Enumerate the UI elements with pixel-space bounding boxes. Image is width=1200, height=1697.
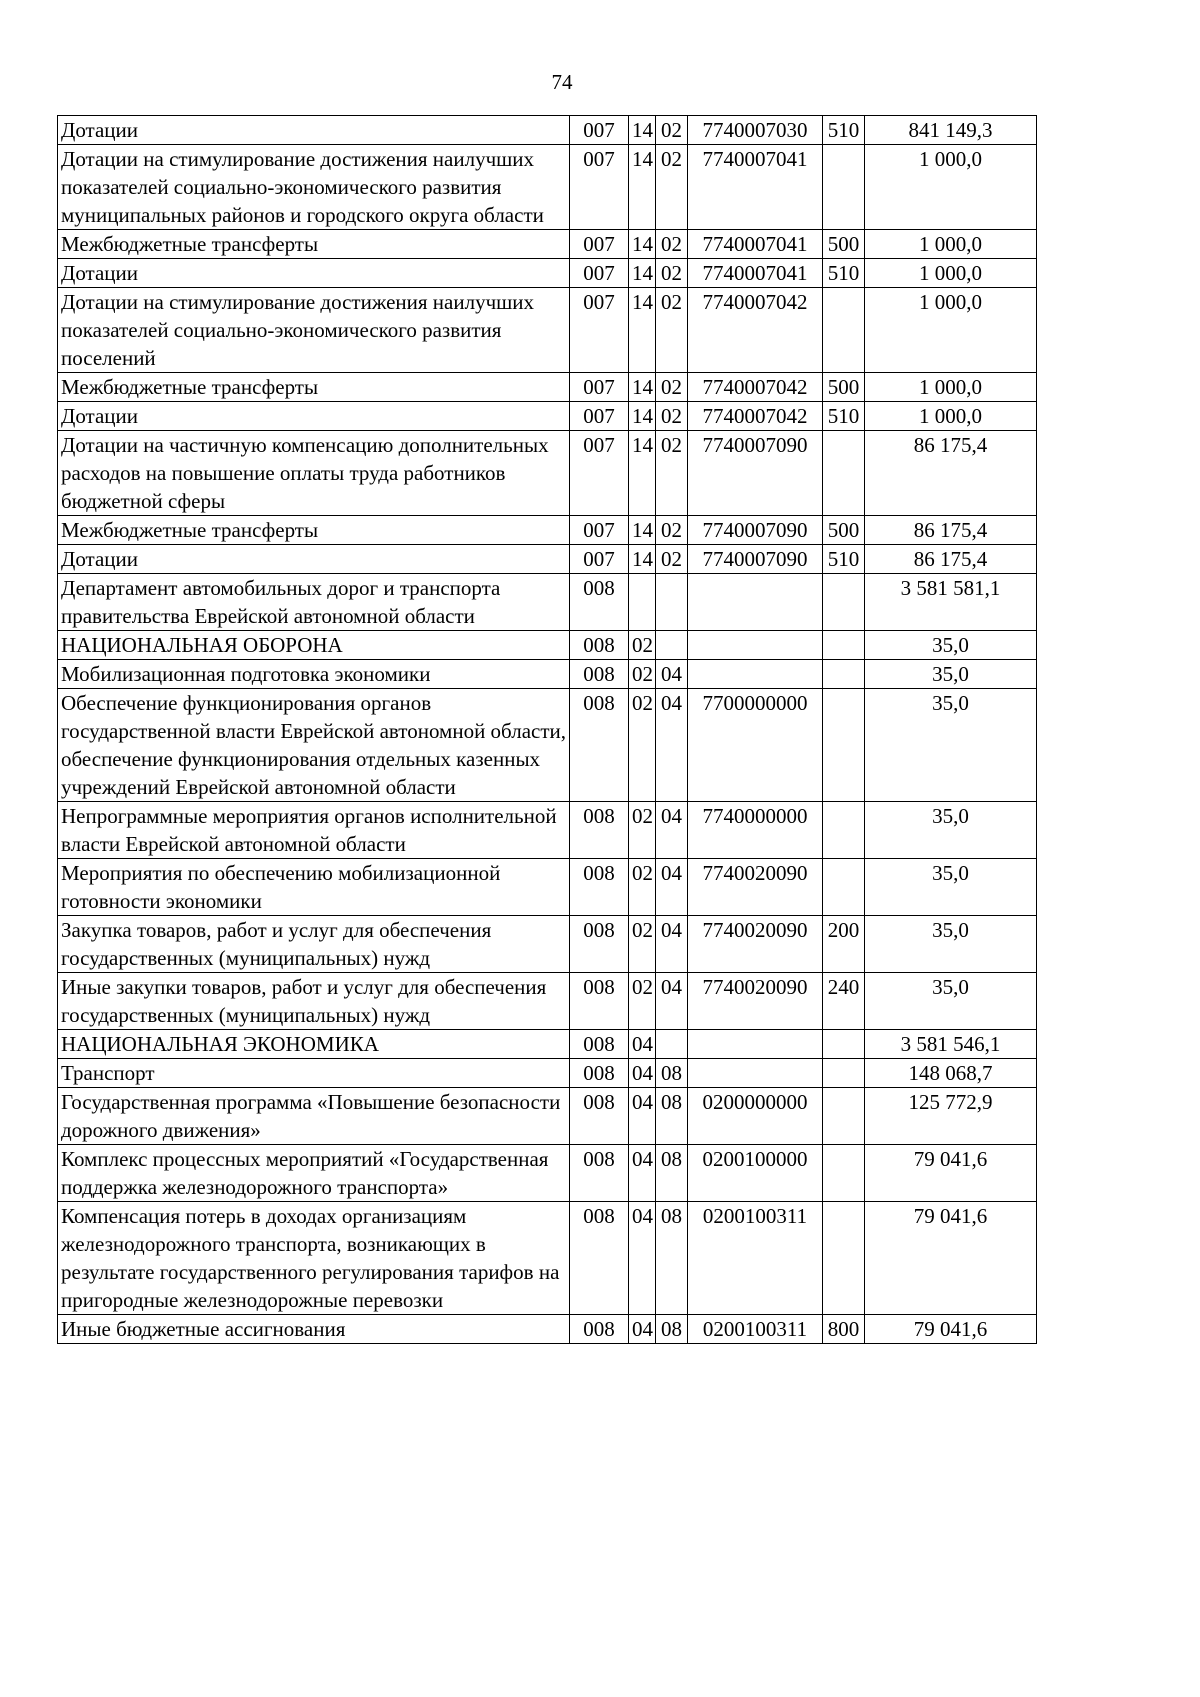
item-name: Непрограммные мероприятия органов исполнительной власти Еврейской автономной области — [58, 802, 570, 859]
item-name: Государственная программа «Повышение безопасности дорожного движения» — [58, 1088, 570, 1145]
subsection-code: 04 — [656, 689, 688, 802]
admin-code: 008 — [570, 1202, 629, 1315]
target-article-code: 0200100311 — [688, 1202, 823, 1315]
expense-type-code — [823, 859, 865, 916]
item-name: Мероприятия по обеспечению мобилизационной готовности экономики — [58, 859, 570, 916]
subsection-code — [656, 631, 688, 660]
target-article-code: 7740007041 — [688, 145, 823, 230]
amount: 1 000,0 — [865, 288, 1037, 373]
table-row — [58, 689, 1037, 802]
subsection-code: 02 — [656, 373, 688, 402]
item-name: Иные закупки товаров, работ и услуг для обеспечения государственных (муниципальных) нужд — [58, 973, 570, 1030]
section-code: 14 — [629, 145, 656, 230]
admin-code: 008 — [570, 660, 629, 689]
amount: 3 581 581,1 — [865, 574, 1037, 631]
table-row — [58, 1202, 1037, 1315]
table-row — [58, 916, 1037, 973]
subsection-code: 08 — [656, 1145, 688, 1202]
section-code: 14 — [629, 288, 656, 373]
target-article-code: 0200100311 — [688, 1315, 823, 1344]
amount: 1 000,0 — [865, 259, 1037, 288]
table-row — [58, 259, 1037, 288]
expense-type-code: 240 — [823, 973, 865, 1030]
expense-type-code — [823, 574, 865, 631]
target-article-code: 7740020090 — [688, 973, 823, 1030]
expense-type-code — [823, 431, 865, 516]
admin-code: 008 — [570, 1059, 629, 1088]
subsection-code: 08 — [656, 1088, 688, 1145]
subsection-code: 04 — [656, 916, 688, 973]
amount: 1 000,0 — [865, 230, 1037, 259]
admin-code: 008 — [570, 1030, 629, 1059]
table-row — [58, 631, 1037, 660]
section-code: 14 — [629, 259, 656, 288]
subsection-code: 08 — [656, 1315, 688, 1344]
amount: 3 581 546,1 — [865, 1030, 1037, 1059]
item-name: Закупка товаров, работ и услуг для обеспечения государственных (муниципальных) нужд — [58, 916, 570, 973]
amount: 841 149,3 — [865, 116, 1037, 145]
expense-type-code — [823, 1030, 865, 1059]
item-name: Компенсация потерь в доходах организациям железнодорожного транспорта, возникающих в результате государственного регулирования тарифов на пригородные железнодорожные перевозки — [58, 1202, 570, 1315]
amount: 35,0 — [865, 973, 1037, 1030]
target-article-code: 7740007042 — [688, 402, 823, 431]
target-article-code — [688, 1059, 823, 1088]
subsection-code: 08 — [656, 1202, 688, 1315]
subsection-code: 04 — [656, 973, 688, 1030]
target-article-code: 7740020090 — [688, 916, 823, 973]
table-row — [58, 802, 1037, 859]
table-row — [58, 516, 1037, 545]
amount: 35,0 — [865, 859, 1037, 916]
item-name: Межбюджетные трансферты — [58, 373, 570, 402]
amount: 125 772,9 — [865, 1088, 1037, 1145]
section-code: 14 — [629, 516, 656, 545]
subsection-code: 02 — [656, 116, 688, 145]
item-name: Межбюджетные трансферты — [58, 230, 570, 259]
table-row — [58, 545, 1037, 574]
section-code: 04 — [629, 1202, 656, 1315]
section-code: 14 — [629, 230, 656, 259]
table-row — [58, 574, 1037, 631]
expense-type-code — [823, 145, 865, 230]
page-number: 74 — [551, 70, 573, 94]
admin-code: 007 — [570, 288, 629, 373]
amount: 35,0 — [865, 916, 1037, 973]
item-name: Дотации на стимулирование достижения наилучших показателей социально-экономического развития муниципальных районов и городского округа области — [58, 145, 570, 230]
item-name: Транспорт — [58, 1059, 570, 1088]
admin-code: 008 — [570, 1088, 629, 1145]
item-name: Дотации — [58, 545, 570, 574]
subsection-code: 02 — [656, 259, 688, 288]
item-name: Департамент автомобильных дорог и транспорта правительства Еврейской автономной области — [58, 574, 570, 631]
item-name: Иные бюджетные ассигнования — [58, 1315, 570, 1344]
section-code: 02 — [629, 859, 656, 916]
section-code: 04 — [629, 1059, 656, 1088]
target-article-code: 7740007042 — [688, 373, 823, 402]
expense-type-code — [823, 288, 865, 373]
subsection-code: 02 — [656, 545, 688, 574]
target-article-code: 7700000000 — [688, 689, 823, 802]
admin-code: 008 — [570, 689, 629, 802]
admin-code: 008 — [570, 1145, 629, 1202]
expense-type-code — [823, 1202, 865, 1315]
item-name: Обеспечение функционирования органов государственной власти Еврейской автономной области, обеспечение функционирования отдельных казенных учреждений Еврейской автономной области — [58, 689, 570, 802]
amount: 86 175,4 — [865, 516, 1037, 545]
subsection-code: 04 — [656, 859, 688, 916]
expense-type-code: 500 — [823, 516, 865, 545]
target-article-code: 7740007041 — [688, 259, 823, 288]
target-article-code: 7740007090 — [688, 545, 823, 574]
section-code: 14 — [629, 116, 656, 145]
amount: 35,0 — [865, 689, 1037, 802]
expense-type-code: 200 — [823, 916, 865, 973]
item-name: Мобилизационная подготовка экономики — [58, 660, 570, 689]
section-code: 02 — [629, 802, 656, 859]
amount: 1 000,0 — [865, 373, 1037, 402]
table-row — [58, 660, 1037, 689]
budget-table-body — [58, 116, 1037, 1344]
admin-code: 008 — [570, 574, 629, 631]
section-code: 04 — [629, 1088, 656, 1145]
admin-code: 007 — [570, 545, 629, 574]
subsection-code: 02 — [656, 402, 688, 431]
admin-code: 007 — [570, 230, 629, 259]
expense-type-code — [823, 1145, 865, 1202]
target-article-code: 7740020090 — [688, 859, 823, 916]
amount: 79 041,6 — [865, 1315, 1037, 1344]
target-article-code: 0200100000 — [688, 1145, 823, 1202]
table-row — [58, 402, 1037, 431]
section-code: 02 — [629, 916, 656, 973]
expense-type-code: 510 — [823, 545, 865, 574]
admin-code: 008 — [570, 1315, 629, 1344]
expense-type-code — [823, 1088, 865, 1145]
table-row — [58, 1030, 1037, 1059]
admin-code: 007 — [570, 373, 629, 402]
section-code: 14 — [629, 373, 656, 402]
item-name: Комплекс процессных мероприятий «Государственная поддержка железнодорожного транспорта» — [58, 1145, 570, 1202]
admin-code: 008 — [570, 973, 629, 1030]
subsection-code: 02 — [656, 516, 688, 545]
item-name: Дотации — [58, 116, 570, 145]
admin-code: 008 — [570, 631, 629, 660]
admin-code: 007 — [570, 431, 629, 516]
subsection-code: 04 — [656, 660, 688, 689]
section-code: 14 — [629, 545, 656, 574]
admin-code: 008 — [570, 802, 629, 859]
target-article-code: 0200000000 — [688, 1088, 823, 1145]
expense-type-code: 510 — [823, 116, 865, 145]
target-article-code: 7740000000 — [688, 802, 823, 859]
target-article-code: 7740007090 — [688, 431, 823, 516]
table-row — [58, 1145, 1037, 1202]
table-row — [58, 145, 1037, 230]
admin-code: 007 — [570, 516, 629, 545]
section-code: 04 — [629, 1030, 656, 1059]
amount: 86 175,4 — [865, 431, 1037, 516]
subsection-code: 02 — [656, 230, 688, 259]
expense-type-code: 500 — [823, 373, 865, 402]
expense-type-code — [823, 660, 865, 689]
table-row — [58, 1059, 1037, 1088]
item-name: НАЦИОНАЛЬНАЯ ЭКОНОМИКА — [58, 1030, 570, 1059]
section-code: 14 — [629, 431, 656, 516]
admin-code: 008 — [570, 859, 629, 916]
section-code: 04 — [629, 1315, 656, 1344]
amount: 35,0 — [865, 660, 1037, 689]
table-row — [58, 373, 1037, 402]
expense-type-code — [823, 689, 865, 802]
admin-code: 007 — [570, 116, 629, 145]
amount: 1 000,0 — [865, 145, 1037, 230]
amount: 79 041,6 — [865, 1145, 1037, 1202]
expense-type-code — [823, 631, 865, 660]
amount: 148 068,7 — [865, 1059, 1037, 1088]
expense-type-code: 510 — [823, 402, 865, 431]
item-name: Дотации на частичную компенсацию дополнительных расходов на повышение оплаты труда работников бюджетной сферы — [58, 431, 570, 516]
item-name: НАЦИОНАЛЬНАЯ ОБОРОНА — [58, 631, 570, 660]
target-article-code: 7740007041 — [688, 230, 823, 259]
amount: 1 000,0 — [865, 402, 1037, 431]
amount: 35,0 — [865, 631, 1037, 660]
subsection-code: 02 — [656, 145, 688, 230]
section-code: 14 — [629, 402, 656, 431]
target-article-code: 7740007030 — [688, 116, 823, 145]
section-code — [629, 574, 656, 631]
target-article-code — [688, 1030, 823, 1059]
expense-type-code: 510 — [823, 259, 865, 288]
item-name: Дотации на стимулирование достижения наилучших показателей социально-экономического развития поселений — [58, 288, 570, 373]
item-name: Дотации — [58, 402, 570, 431]
section-code: 02 — [629, 631, 656, 660]
amount: 86 175,4 — [865, 545, 1037, 574]
section-code: 02 — [629, 973, 656, 1030]
budget-table — [57, 115, 1037, 1344]
table-row — [58, 116, 1037, 145]
section-code: 04 — [629, 1145, 656, 1202]
admin-code: 007 — [570, 145, 629, 230]
admin-code: 007 — [570, 402, 629, 431]
subsection-code — [656, 1030, 688, 1059]
expense-type-code — [823, 1059, 865, 1088]
admin-code: 008 — [570, 916, 629, 973]
target-article-code — [688, 660, 823, 689]
section-code: 02 — [629, 660, 656, 689]
subsection-code: 02 — [656, 431, 688, 516]
expense-type-code — [823, 802, 865, 859]
table-row — [58, 431, 1037, 516]
table-row — [58, 973, 1037, 1030]
target-article-code: 7740007090 — [688, 516, 823, 545]
item-name: Дотации — [58, 259, 570, 288]
subsection-code — [656, 574, 688, 631]
subsection-code: 04 — [656, 802, 688, 859]
section-code: 02 — [629, 689, 656, 802]
target-article-code — [688, 574, 823, 631]
table-row — [58, 1315, 1037, 1344]
amount: 35,0 — [865, 802, 1037, 859]
expense-type-code: 800 — [823, 1315, 865, 1344]
subsection-code: 02 — [656, 288, 688, 373]
amount: 79 041,6 — [865, 1202, 1037, 1315]
table-row — [58, 230, 1037, 259]
expense-type-code: 500 — [823, 230, 865, 259]
table-row — [58, 859, 1037, 916]
admin-code: 007 — [570, 259, 629, 288]
target-article-code — [688, 631, 823, 660]
subsection-code: 08 — [656, 1059, 688, 1088]
table-row — [58, 1088, 1037, 1145]
item-name: Межбюджетные трансферты — [58, 516, 570, 545]
target-article-code: 7740007042 — [688, 288, 823, 373]
table-row — [58, 288, 1037, 373]
